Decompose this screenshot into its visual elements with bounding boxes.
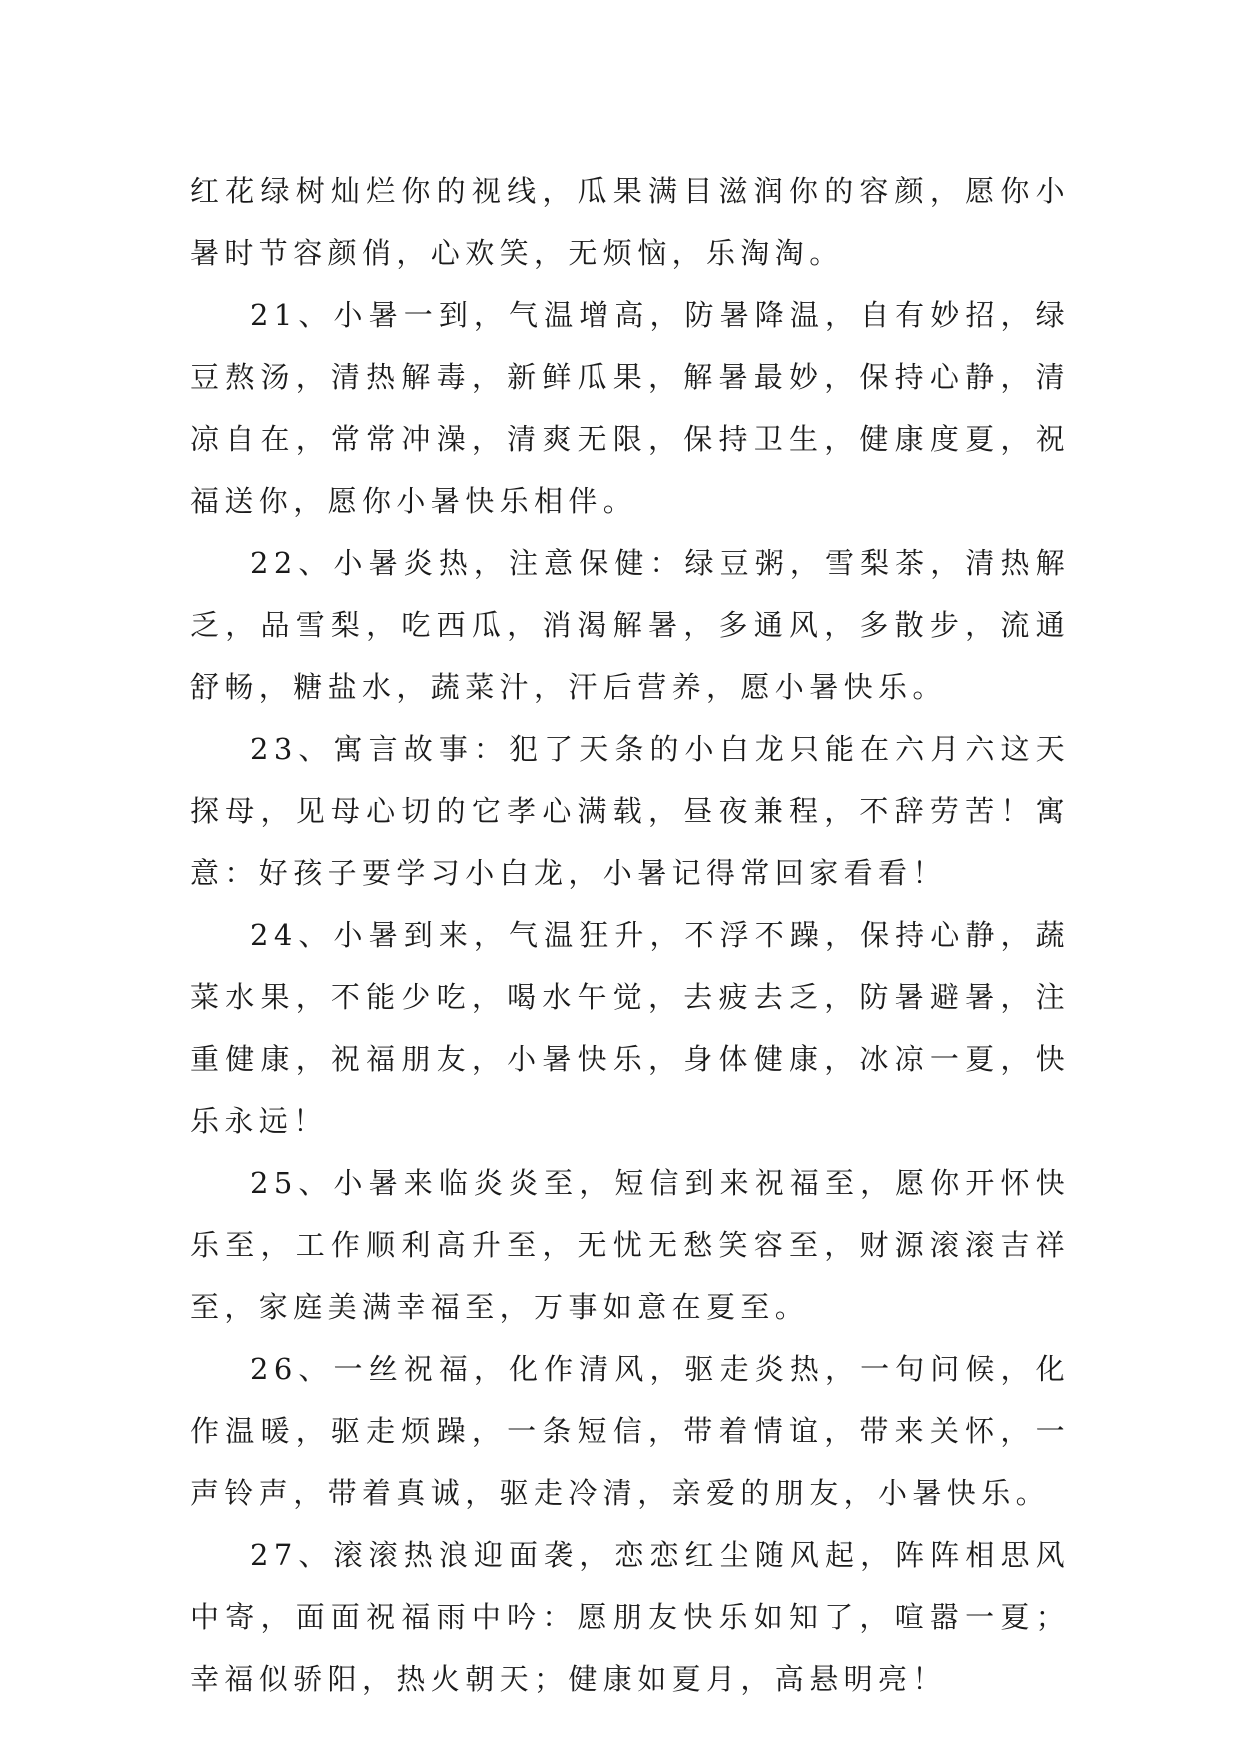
paragraph-23: 23、寓言故事：犯了天条的小白龙只能在六月六这天探母，见母心切的它孝心满载，昼夜兼程，不辞劳苦！寓意：好孩子要学习小白龙，小暑记得常回家看看！	[190, 732, 1070, 890]
paragraph-21: 21、小暑一到，气温增高，防暑降温，自有妙招，绿豆熬汤，清热解毒，新鲜瓜果，解暑最妙，保持心静，清凉自在，常常冲澡，清爽无限，保持卫生，健康度夏，祝福送你，愿你小暑快乐相伴。	[190, 298, 1070, 518]
paragraph-26: 26、一丝祝福，化作清风，驱走炎热，一句问候，化作温暖，驱走烦躁，一条短信，带着情谊，带来关怀，一声铃声，带着真诚，驱走冷清，亲爱的朋友，小暑快乐。	[190, 1352, 1070, 1510]
paragraph-22: 22、小暑炎热，注意保健：绿豆粥，雪梨茶，清热解乏，品雪梨，吃西瓜，消渴解暑，多通风，多散步，流通舒畅，糖盐水，蔬菜汁，汗后营养，愿小暑快乐。	[190, 546, 1070, 704]
document-body	[190, 160, 1070, 1710]
paragraph-24: 24、小暑到来，气温狂升，不浮不躁，保持心静，蔬菜水果，不能少吃，喝水午觉，去疲去乏，防暑避暑，注重健康，祝福朋友，小暑快乐，身体健康，冰凉一夏，快乐永远！	[190, 918, 1070, 1138]
paragraph-27: 27、滚滚热浪迎面袭，恋恋红尘随风起，阵阵相思风中寄，面面祝福雨中吟：愿朋友快乐如知了，喧嚣一夏；幸福似骄阳，热火朝天；健康如夏月，高悬明亮！	[190, 1538, 1070, 1696]
paragraph-continued: 红花绿树灿烂你的视线，瓜果满目滋润你的容颜，愿你小暑时节容颜俏，心欢笑，无烦恼，乐淘淘。	[190, 174, 1070, 270]
paragraph-25: 25、小暑来临炎炎至，短信到来祝福至，愿你开怀快乐至，工作顺利高升至，无忧无愁笑容至，财源滚滚吉祥至，家庭美满幸福至，万事如意在夏至。	[190, 1166, 1070, 1324]
